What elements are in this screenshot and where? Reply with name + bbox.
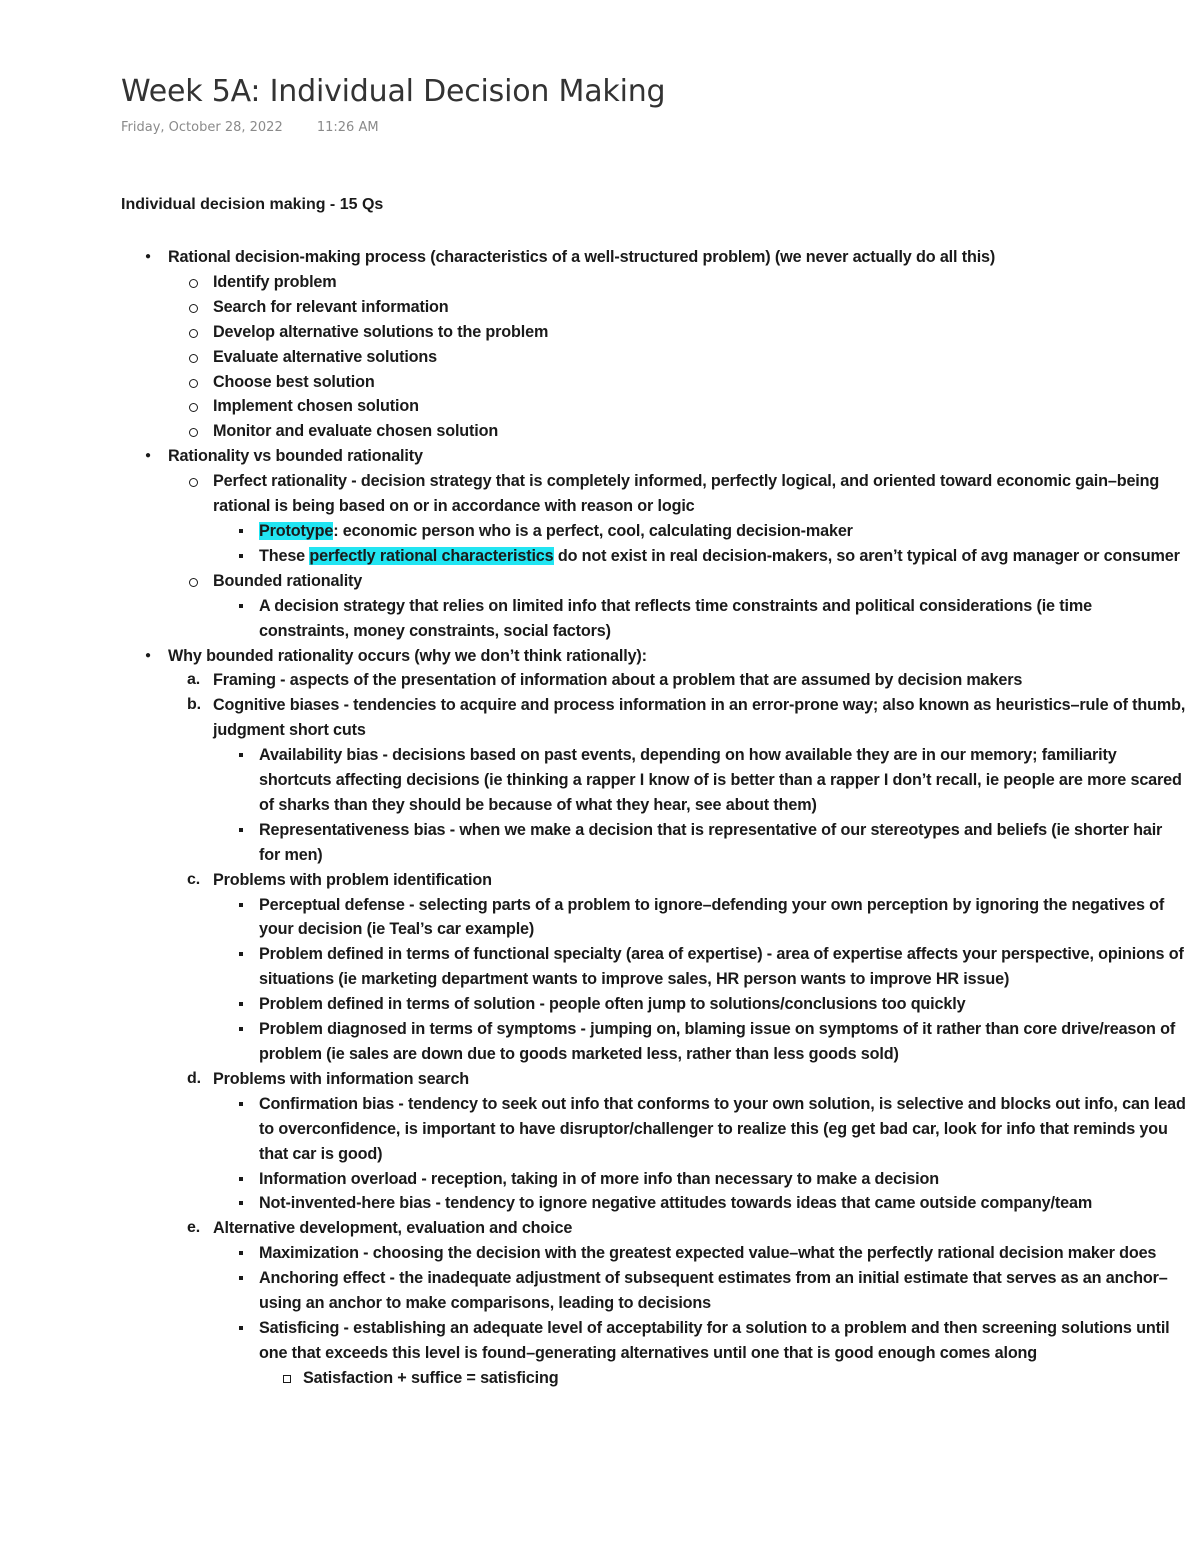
list-item <box>0 893 1200 943</box>
square-bullet-icon <box>239 753 243 757</box>
item-text: Rational decision-making process (characteristics of a well-structured problem) (we never actually do all this) <box>168 248 996 266</box>
item-text: Problem diagnosed in terms of symptoms - jumping on, blaming issue on symptoms of it rather than core drive/reason of problem (ie sales are down due to goods marketed less, rather than less goods sold) <box>259 1020 1176 1063</box>
item-text: Confirmation bias - tendency to seek out info that conforms to your own solution, is selective and blocks out info, can lead to overconfidence, is important to have disruptor/challenger to realize this (eg get bad car, look for info that reminds you that car is good) <box>259 1094 1186 1163</box>
lettered-item <box>0 693 1200 743</box>
item-text: Identify problem <box>213 272 337 291</box>
item-text: Cognitive biases - tendencies to acquire and process information in an error-prone way; also known as heuristics–rule of thumb, judgment short cuts <box>213 696 1186 740</box>
list-letter: d. <box>187 1069 201 1087</box>
square-bullet-icon <box>239 1251 243 1255</box>
item-text: Representativeness bias - when we make a decision that is representative of our stereotypes and beliefs (ie shorter hair for men) <box>259 820 1163 864</box>
item-text: Perceptual defense - selecting parts of a problem to ignore–defending your own perception by ignoring the negatives of your decision (ie Teal’s car example) <box>259 895 1165 939</box>
item-text: A decision strategy that relies on limited info that reflects time constraints and political considerations (ie time constraints, money constraints, social factors) <box>259 596 1092 640</box>
outline <box>0 245 1200 1391</box>
list-item <box>0 594 1200 644</box>
list-letter: e. <box>187 1219 201 1237</box>
list-item <box>0 1092 1200 1167</box>
item-text: Problem defined in terms of solution - people often jump to solutions/conclusions too quickly <box>259 995 966 1014</box>
lettered-item <box>0 1216 1200 1241</box>
list-letter: b. <box>187 696 201 714</box>
item-text: Framing - aspects of the presentation of information about a problem that are assumed by decision makers <box>213 671 1023 690</box>
list-item <box>0 818 1200 868</box>
item-text: Evaluate alternative solutions <box>213 347 437 366</box>
highlighted-text: perfectly rational characteristics <box>309 546 554 565</box>
page-title: Week 5A: Individual Decision Making <box>121 74 666 109</box>
list-item <box>0 1191 1200 1216</box>
list-item <box>0 1366 1200 1391</box>
list-item <box>0 345 1200 370</box>
list-item <box>0 469 1200 519</box>
list-item <box>0 992 1200 1017</box>
square-bullet-icon <box>239 903 243 907</box>
list-item <box>0 370 1200 395</box>
bullet-icon: ● <box>145 450 151 462</box>
list-item <box>0 519 1200 544</box>
item-text: Implement chosen solution <box>213 397 419 416</box>
square-bullet-icon <box>239 1201 243 1205</box>
square-bullet-icon <box>239 1276 243 1280</box>
lettered-item <box>0 668 1200 693</box>
item-text: Not-invented-here bias - tendency to ignore negative attitudes towards ideas that came outside company/team <box>259 1194 1093 1213</box>
outline-item <box>0 444 1200 469</box>
list-item <box>0 320 1200 345</box>
item-text: Rationality vs bounded rationality <box>168 447 423 466</box>
list-letter: c. <box>187 870 201 888</box>
list-item <box>0 419 1200 444</box>
item-text: Anchoring effect - the inadequate adjustment of subsequent estimates from an initial estimate that serves as an anchor–using an anchor to make comparisons, leading to decisions <box>259 1269 1168 1313</box>
list-item <box>0 743 1200 818</box>
hollow-square-bullet-icon <box>283 1375 291 1383</box>
list-item <box>0 1241 1200 1266</box>
circle-bullet-icon <box>189 279 198 288</box>
outline-item <box>0 245 1200 270</box>
list-item <box>0 942 1200 992</box>
list-item <box>0 295 1200 320</box>
square-bullet-icon <box>239 554 243 558</box>
list-item <box>0 1316 1200 1366</box>
item-text: Problem defined in terms of functional specialty (area of expertise) - area of expertise affects your perspective, opinions of situations (ie marketing department wants to improve sales, HR person wants to improve HR issue) <box>259 945 1184 989</box>
list-item <box>0 1266 1200 1316</box>
item-text: Satisficing - establishing an adequate level of acceptability for a solution to a problem and then screening solutions until one that exceeds this level is found–generating alternatives until one that is good enough comes along <box>259 1318 1170 1362</box>
list-letter: a. <box>187 671 201 689</box>
item-text: Bounded rationality <box>213 571 363 590</box>
square-bullet-icon <box>239 604 243 608</box>
circle-bullet-icon <box>189 428 198 437</box>
circle-bullet-icon <box>189 329 198 338</box>
item-text: Search for relevant information <box>213 297 449 316</box>
lettered-item <box>0 1067 1200 1092</box>
bullet-icon: ● <box>145 649 151 661</box>
circle-bullet-icon <box>189 478 198 487</box>
circle-bullet-icon <box>189 403 198 412</box>
item-text: Monitor and evaluate chosen solution <box>213 422 499 441</box>
lettered-item <box>0 868 1200 893</box>
square-bullet-icon <box>239 1102 243 1106</box>
section-heading: Individual decision making - 15 Qs <box>121 196 384 213</box>
page-date: Friday, October 28, 2022 <box>121 120 283 135</box>
item-text: Develop alternative solutions to the problem <box>213 322 549 341</box>
list-item <box>0 544 1200 569</box>
list-item <box>0 569 1200 594</box>
circle-bullet-icon <box>189 379 198 388</box>
highlighted-text: Prototype <box>259 521 334 540</box>
square-bullet-icon <box>239 1177 243 1181</box>
square-bullet-icon <box>239 1002 243 1006</box>
list-item <box>0 1017 1200 1067</box>
item-text: Information overload - reception, taking in of more info than necessary to make a decision <box>259 1169 940 1188</box>
item-text: Problems with problem identification <box>213 870 492 889</box>
square-bullet-icon <box>239 1027 243 1031</box>
list-item <box>0 270 1200 295</box>
page-time: 11:26 AM <box>316 120 379 135</box>
item-text: Why bounded rationality occurs (why we don’t think rationally): <box>168 646 647 665</box>
page-meta <box>121 120 379 135</box>
square-bullet-icon <box>239 1326 243 1330</box>
bullet-icon: ● <box>145 251 151 262</box>
circle-bullet-icon <box>189 354 198 363</box>
list-item <box>0 394 1200 419</box>
square-bullet-icon <box>239 952 243 956</box>
item-text: Choose best solution <box>213 372 375 391</box>
item-text: do not exist in real decision-makers, so aren’t typical of avg manager or consumer <box>553 546 1180 565</box>
item-text: Availability bias - decisions based on past events, depending on how available they are in our memory; familiarity shortcuts affecting decisions (ie thinking a rapper I know of is better than a rapper I don’t recall, ie people are more scared of sharks than they should be because of what they hear, see about them) <box>259 746 1182 814</box>
item-text: Perfect rationality - decision strategy that is completely informed, perfectly logical, and oriented toward economic gain–being rational is being based on or in accordance with reason or logic <box>213 472 1160 516</box>
square-bullet-icon <box>239 529 243 533</box>
outline-item <box>0 644 1200 669</box>
square-bullet-icon <box>239 828 243 832</box>
item-text: Maximization - choosing the decision with the greatest expected value–what the perfectly rational decision maker does <box>259 1244 1157 1263</box>
item-text: Problems with information search <box>213 1069 470 1088</box>
item-text: Satisfaction + suffice = satisficing <box>303 1368 559 1387</box>
item-text: Alternative development, evaluation and choice <box>213 1219 573 1238</box>
circle-bullet-icon <box>189 578 198 587</box>
circle-bullet-icon <box>189 304 198 313</box>
item-text: These <box>259 546 310 565</box>
item-text: : economic person who is a perfect, cool, calculating decision-maker <box>333 521 853 540</box>
list-item <box>0 1167 1200 1192</box>
